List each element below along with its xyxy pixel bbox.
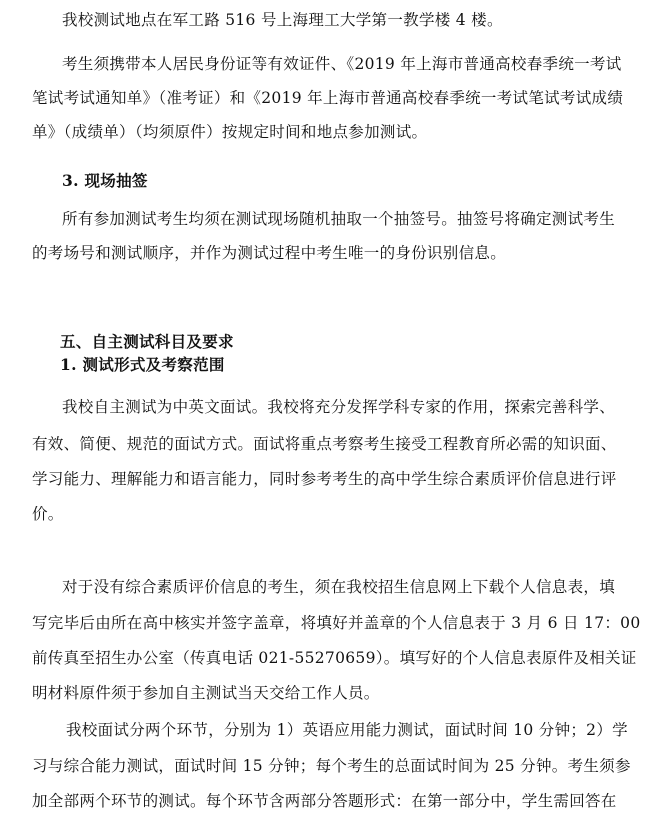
text-line: 对于没有综合素质评价信息的考生，须在我校招生信息网上下载个人信息表，填	[62, 578, 616, 596]
text-line: 笔试考试通知单》（准考证）和《2019 年上海市普通高校春季统一考试笔试考试成绩	[32, 89, 624, 107]
heading-test-format: 1. 测试形式及考察范围	[60, 355, 225, 374]
text-line: 考生须携带本人居民身份证等有效证件、《2019 年上海市普通高校春季统一考试	[62, 55, 622, 73]
paragraph-lottery	[0, 202, 650, 236]
paragraph-test-location	[0, 3, 650, 37]
text-line: 单》（成绩单）（均须原件）按规定时间和地点参加测试。	[32, 123, 428, 141]
text-line: 我校面试分两个环节，分别为 1）英语应用能力测试，面试时间 10 分钟；2）学	[66, 721, 628, 739]
heading-section-5: 五、自主测试科目及要求	[60, 332, 234, 351]
heading-on-site-lottery: 3. 现场抽签	[62, 171, 148, 190]
paragraph-no-evaluation	[0, 570, 650, 604]
paragraph-no-evaluation-cont	[0, 606, 650, 711]
paragraph-interview-cont	[0, 427, 650, 532]
text-line: 价。	[32, 505, 64, 523]
text-line: 习与综合能力测试，面试时间 15 分钟；每个考生的总面试时间为 25 分钟。考生须参	[32, 757, 631, 775]
text-line: 学习能力、理解能力和语言能力，同时参考考生的高中学生综合素质评价信息进行评	[32, 470, 617, 488]
paragraph-required-documents-cont	[0, 81, 650, 149]
text-line: 所有参加测试考生均须在测试现场随机抽取一个抽签号。抽签号将确定测试考生	[62, 210, 616, 228]
text-line: 我校测试地点在军工路 516 号上海理工大学第一教学楼 4 楼。	[62, 11, 503, 29]
text-line: 的考场号和测试顺序，并作为测试过程中考生唯一的身份识别信息。	[32, 244, 507, 262]
paragraph-required-documents	[0, 47, 650, 81]
text-line: 前传真至招生办公室（传真电话 021-55270659）。填写好的个人信息表原件及相关证	[32, 649, 637, 667]
text-line: 写完毕后由所在高中核实并签字盖章，将填好并盖章的个人信息表于 3 月 6 日 17：00	[32, 614, 641, 632]
paragraph-interview-stages	[0, 713, 650, 747]
text-line: 加全部两个环节的测试。每个环节含两部分答题形式：在第一部分中，学生需回答在	[32, 792, 617, 810]
paragraph-lottery-cont	[0, 236, 650, 270]
paragraph-interview-stages-cont	[0, 749, 650, 819]
text-line: 明材料原件须于参加自主测试当天交给工作人员。	[32, 684, 380, 702]
text-line: 我校自主测试为中英文面试。我校将充分发挥学科专家的作用，探索完善科学、	[62, 398, 616, 416]
paragraph-interview	[0, 390, 650, 424]
text-line: 有效、简便、规范的面试方式。面试将重点考察考生接受工程教育所必需的知识面、	[32, 435, 617, 453]
